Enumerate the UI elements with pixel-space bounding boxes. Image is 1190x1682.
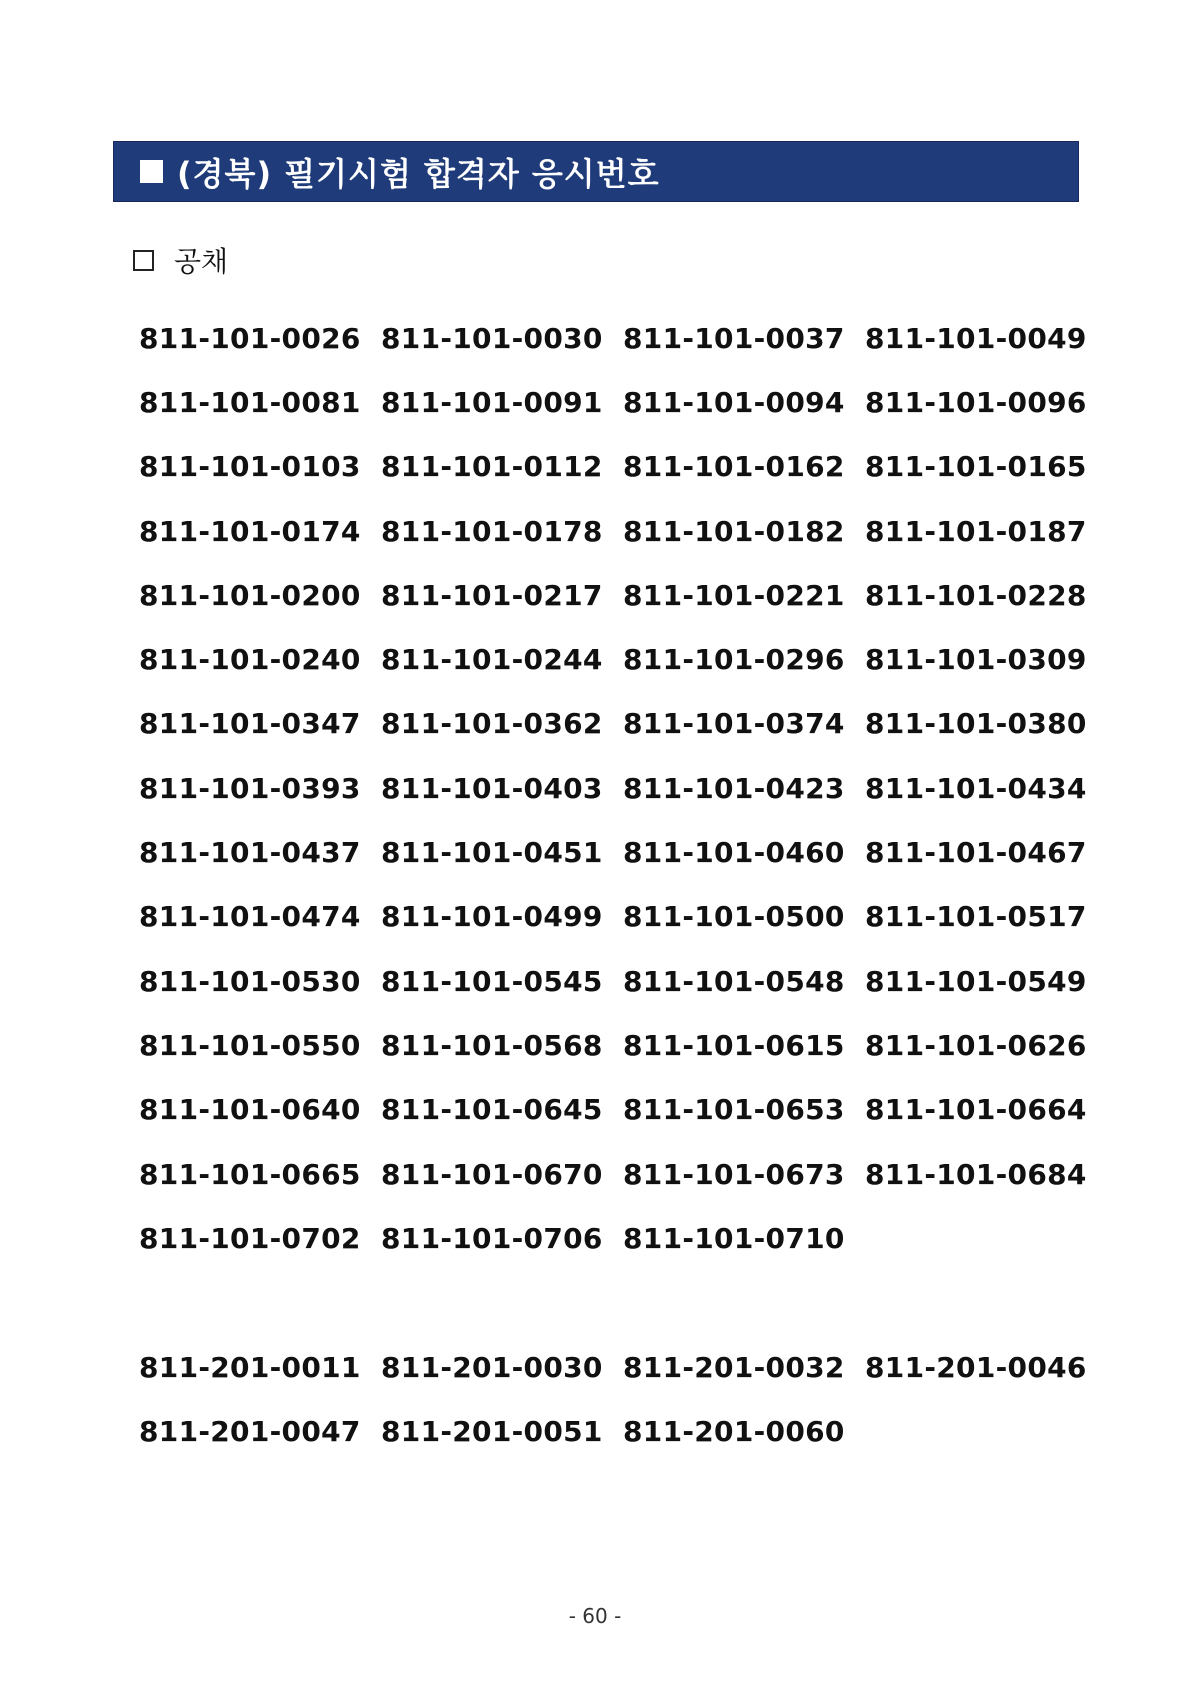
applicant-number: 811-101-0240 [139, 643, 361, 677]
applicant-number: 811-101-0244 [381, 643, 603, 677]
applicant-number: 811-101-0030 [381, 321, 603, 355]
applicant-number: 811-101-0467 [865, 836, 1087, 870]
applicant-number: 811-101-0499 [381, 900, 603, 934]
page-number: - 60 - [568, 1604, 622, 1628]
applicant-number: 811-201-0030 [381, 1350, 603, 1384]
page-title: (경북) 필기시험 합격자 응시번호 [177, 154, 660, 193]
applicant-number: 811-101-0081 [139, 385, 361, 419]
applicant-number: 811-101-0026 [139, 321, 361, 355]
applicant-number: 811-101-0296 [623, 643, 845, 677]
applicant-number: 811-101-0548 [623, 964, 845, 998]
applicant-number: 811-101-0474 [139, 900, 361, 934]
empty-square-icon [133, 250, 154, 271]
applicant-number: 811-201-0060 [623, 1414, 845, 1448]
applicant-number: 811-101-0165 [865, 450, 1087, 484]
applicant-number: 811-101-0706 [381, 1221, 603, 1255]
applicant-number: 811-101-0615 [623, 1028, 845, 1062]
applicant-number: 811-101-0568 [381, 1028, 603, 1062]
section-label: 공채 [174, 245, 229, 278]
applicant-number: 811-101-0645 [381, 1093, 603, 1127]
applicant-number: 811-101-0653 [623, 1093, 845, 1127]
applicant-number: 811-101-0200 [139, 578, 361, 612]
applicant-number: 811-101-0103 [139, 450, 361, 484]
applicant-number: 811-101-0347 [139, 707, 361, 741]
applicant-number: 811-101-0403 [381, 771, 603, 805]
applicant-number: 811-101-0174 [139, 514, 361, 548]
applicant-number: 811-101-0096 [865, 385, 1087, 419]
applicant-number: 811-101-0362 [381, 707, 603, 741]
section-heading [133, 240, 228, 280]
applicant-number: 811-101-0182 [623, 514, 845, 548]
applicant-number: 811-101-0550 [139, 1028, 361, 1062]
applicant-number: 811-101-0437 [139, 836, 361, 870]
applicant-number: 811-101-0309 [865, 643, 1087, 677]
filled-square-icon [140, 160, 163, 183]
applicant-number: 811-101-0094 [623, 385, 845, 419]
applicant-number: 811-101-0549 [865, 964, 1087, 998]
applicant-number: 811-101-0221 [623, 578, 845, 612]
applicant-number: 811-101-0423 [623, 771, 845, 805]
applicant-number-grid-201 [139, 1335, 1107, 1464]
applicant-number: 811-101-0178 [381, 514, 603, 548]
applicant-number: 811-101-0517 [865, 900, 1087, 934]
applicant-number: 811-101-0640 [139, 1093, 361, 1127]
applicant-number: 811-101-0673 [623, 1157, 845, 1191]
applicant-number: 811-101-0037 [623, 321, 845, 355]
applicant-number: 811-101-0545 [381, 964, 603, 998]
applicant-number: 811-201-0032 [623, 1350, 845, 1384]
applicant-number: 811-101-0670 [381, 1157, 603, 1191]
applicant-number: 811-201-0046 [865, 1350, 1087, 1384]
applicant-number: 811-101-0393 [139, 771, 361, 805]
section-title-bar [113, 141, 1079, 202]
applicant-number: 811-101-0162 [623, 450, 845, 484]
applicant-number: 811-101-0112 [381, 450, 603, 484]
applicant-number: 811-101-0626 [865, 1028, 1087, 1062]
applicant-number-grid-101 [139, 306, 1107, 1270]
applicant-number: 811-101-0500 [623, 900, 845, 934]
applicant-number: 811-101-0228 [865, 578, 1087, 612]
applicant-number: 811-101-0684 [865, 1157, 1087, 1191]
applicant-number: 811-101-0049 [865, 321, 1087, 355]
applicant-number: 811-101-0665 [139, 1157, 361, 1191]
applicant-number: 811-101-0091 [381, 385, 603, 419]
applicant-number: 811-101-0710 [623, 1221, 845, 1255]
applicant-number: 811-101-0664 [865, 1093, 1087, 1127]
applicant-number: 811-201-0011 [139, 1350, 361, 1384]
applicant-number: 811-101-0530 [139, 964, 361, 998]
applicant-number: 811-101-0702 [139, 1221, 361, 1255]
applicant-number: 811-101-0460 [623, 836, 845, 870]
applicant-number: 811-101-0434 [865, 771, 1087, 805]
applicant-number: 811-101-0451 [381, 836, 603, 870]
applicant-number: 811-201-0047 [139, 1414, 361, 1448]
applicant-number: 811-101-0380 [865, 707, 1087, 741]
applicant-number: 811-101-0187 [865, 514, 1087, 548]
applicant-number: 811-201-0051 [381, 1414, 603, 1448]
applicant-number: 811-101-0217 [381, 578, 603, 612]
applicant-number: 811-101-0374 [623, 707, 845, 741]
